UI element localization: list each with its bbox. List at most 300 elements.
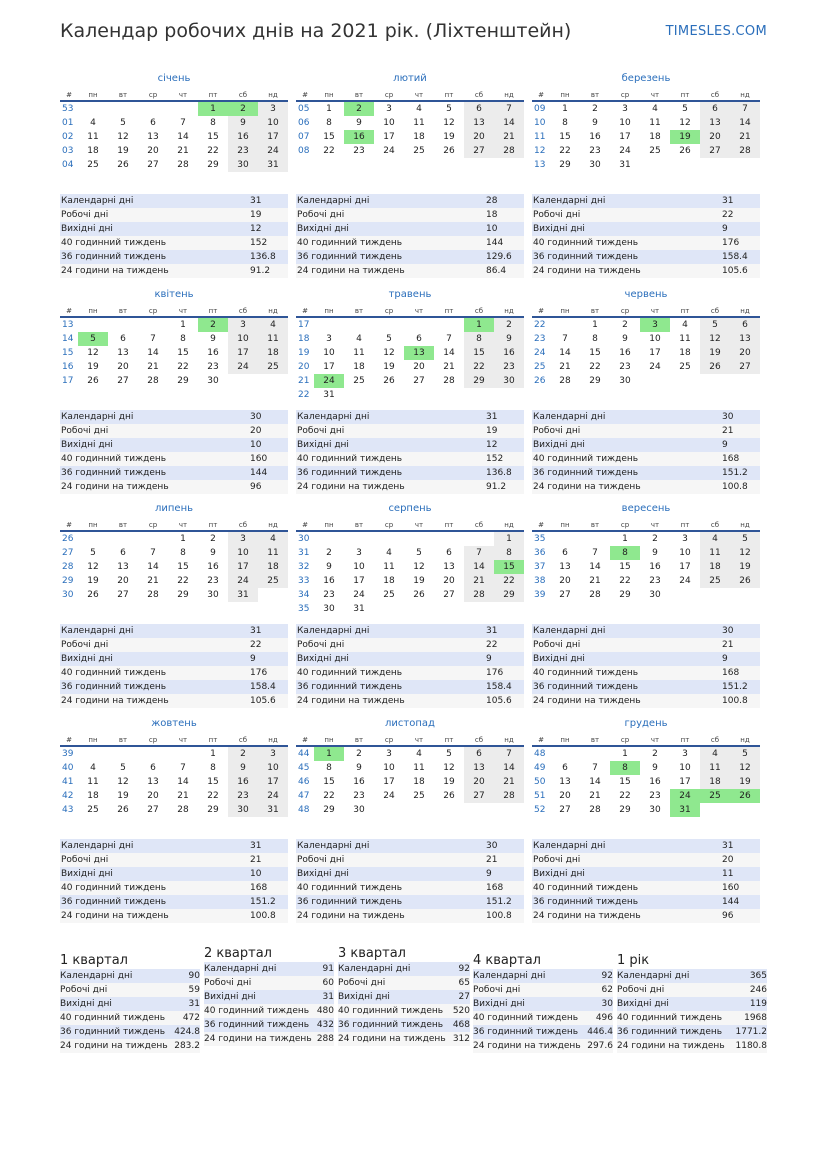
day-cell[interactable]: 30 xyxy=(323,604,335,614)
day-cell[interactable]: 27 xyxy=(464,789,494,803)
day-cell[interactable]: 11 xyxy=(700,761,730,775)
day-cell[interactable]: 27 xyxy=(413,376,425,386)
day-cell[interactable]: 25 xyxy=(413,791,425,801)
day-cell[interactable]: 27 xyxy=(559,590,571,600)
day-cell[interactable]: 16 xyxy=(649,777,661,787)
day-cell[interactable]: 7 xyxy=(150,334,156,344)
day-cell[interactable]: 3 xyxy=(258,102,288,116)
day-cell[interactable]: 2 xyxy=(228,747,258,761)
day-cell[interactable]: 14 xyxy=(443,348,455,358)
day-cell[interactable]: 27 xyxy=(730,360,760,374)
day-cell[interactable]: 3 xyxy=(640,318,670,332)
day-cell[interactable]: 18 xyxy=(258,560,288,574)
day-cell[interactable]: 6 xyxy=(120,334,126,344)
day-cell[interactable]: 2 xyxy=(326,548,332,558)
day-cell[interactable]: 29 xyxy=(177,590,189,600)
day-cell[interactable]: 25 xyxy=(258,360,288,374)
day-cell[interactable]: 2 xyxy=(494,318,524,332)
day-cell[interactable]: 23 xyxy=(207,576,219,586)
day-cell[interactable]: 18 xyxy=(258,346,288,360)
day-cell[interactable]: 25 xyxy=(413,146,425,156)
day-cell[interactable]: 24 xyxy=(383,791,395,801)
day-cell[interactable]: 1 xyxy=(198,102,228,116)
day-cell[interactable]: 25 xyxy=(87,160,99,170)
day-cell[interactable]: 17 xyxy=(383,132,395,142)
day-cell[interactable]: 29 xyxy=(323,805,335,815)
day-cell[interactable]: 17 xyxy=(649,348,661,358)
day-cell[interactable]: 13 xyxy=(464,761,494,775)
day-cell[interactable]: 10 xyxy=(228,332,258,346)
day-cell[interactable]: 24 xyxy=(258,144,288,158)
day-cell[interactable]: 15 xyxy=(207,132,219,142)
day-cell[interactable]: 20 xyxy=(117,362,129,372)
day-cell[interactable]: 13 xyxy=(147,132,159,142)
day-cell[interactable]: 16 xyxy=(649,562,661,572)
day-cell[interactable]: 4 xyxy=(700,532,730,546)
day-cell[interactable]: 14 xyxy=(464,560,494,574)
day-cell[interactable]: 16 xyxy=(207,348,219,358)
day-cell[interactable]: 20 xyxy=(559,791,571,801)
day-cell[interactable]: 24 xyxy=(670,789,700,803)
day-cell[interactable]: 4 xyxy=(356,334,362,344)
day-cell[interactable]: 11 xyxy=(258,546,288,560)
day-cell[interactable]: 14 xyxy=(177,777,189,787)
day-cell[interactable]: 9 xyxy=(592,118,598,128)
day-cell[interactable]: 9 xyxy=(494,332,524,346)
day-cell[interactable]: 29 xyxy=(559,160,571,170)
day-cell[interactable]: 6 xyxy=(562,548,568,558)
day-cell[interactable]: 7 xyxy=(730,102,760,116)
day-cell[interactable]: 12 xyxy=(117,132,129,142)
day-cell[interactable]: 22 xyxy=(494,574,524,588)
day-cell[interactable]: 23 xyxy=(649,576,661,586)
day-cell[interactable]: 8 xyxy=(180,548,186,558)
day-cell[interactable]: 21 xyxy=(177,146,189,156)
day-cell[interactable]: 1 xyxy=(326,104,332,114)
day-cell[interactable]: 2 xyxy=(210,534,216,544)
day-cell[interactable]: 17 xyxy=(383,777,395,787)
day-cell[interactable]: 9 xyxy=(210,548,216,558)
day-cell[interactable]: 3 xyxy=(386,749,392,759)
day-cell[interactable]: 25 xyxy=(700,789,730,803)
day-cell[interactable]: 28 xyxy=(443,376,455,386)
day-cell[interactable]: 10 xyxy=(323,348,335,358)
day-cell[interactable]: 8 xyxy=(610,546,640,560)
day-cell[interactable]: 12 xyxy=(87,348,99,358)
day-cell[interactable]: 26 xyxy=(730,789,760,803)
day-cell[interactable]: 10 xyxy=(228,546,258,560)
day-cell[interactable]: 20 xyxy=(147,791,159,801)
day-cell[interactable]: 10 xyxy=(679,548,691,558)
day-cell[interactable]: 11 xyxy=(679,334,691,344)
day-cell[interactable]: 10 xyxy=(619,118,631,128)
day-cell[interactable]: 8 xyxy=(326,118,332,128)
day-cell[interactable]: 19 xyxy=(117,146,129,156)
day-cell[interactable]: 22 xyxy=(323,146,335,156)
day-cell[interactable]: 19 xyxy=(413,576,425,586)
day-cell[interactable]: 26 xyxy=(87,590,99,600)
day-cell[interactable]: 28 xyxy=(147,376,159,386)
day-cell[interactable]: 26 xyxy=(117,805,129,815)
day-cell[interactable]: 30 xyxy=(619,376,631,386)
day-cell[interactable]: 4 xyxy=(700,747,730,761)
day-cell[interactable]: 19 xyxy=(670,130,700,144)
day-cell[interactable]: 9 xyxy=(652,548,658,558)
day-cell[interactable]: 24 xyxy=(258,789,288,803)
day-cell[interactable]: 11 xyxy=(383,562,395,572)
day-cell[interactable]: 25 xyxy=(258,574,288,588)
day-cell[interactable]: 10 xyxy=(258,116,288,130)
day-cell[interactable]: 28 xyxy=(730,144,760,158)
day-cell[interactable]: 21 xyxy=(147,576,159,586)
day-cell[interactable]: 14 xyxy=(177,132,189,142)
day-cell[interactable]: 26 xyxy=(117,160,129,170)
day-cell[interactable]: 22 xyxy=(559,146,571,156)
day-cell[interactable]: 14 xyxy=(147,348,159,358)
day-cell[interactable]: 3 xyxy=(228,532,258,546)
day-cell[interactable]: 24 xyxy=(314,374,344,388)
day-cell[interactable]: 28 xyxy=(589,590,601,600)
day-cell[interactable]: 23 xyxy=(619,362,631,372)
day-cell[interactable]: 8 xyxy=(210,118,216,128)
day-cell[interactable]: 14 xyxy=(147,562,159,572)
day-cell[interactable]: 20 xyxy=(413,362,425,372)
day-cell[interactable]: 30 xyxy=(353,805,365,815)
day-cell[interactable]: 26 xyxy=(443,146,455,156)
day-cell[interactable]: 13 xyxy=(700,116,730,130)
day-cell[interactable]: 29 xyxy=(619,590,631,600)
day-cell[interactable]: 30 xyxy=(494,374,524,388)
day-cell[interactable]: 28 xyxy=(494,789,524,803)
day-cell[interactable]: 23 xyxy=(228,144,258,158)
day-cell[interactable]: 17 xyxy=(258,130,288,144)
day-cell[interactable]: 4 xyxy=(90,118,96,128)
day-cell[interactable]: 19 xyxy=(383,362,395,372)
day-cell[interactable]: 24 xyxy=(649,362,661,372)
day-cell[interactable]: 3 xyxy=(326,334,332,344)
day-cell[interactable]: 7 xyxy=(592,763,598,773)
day-cell[interactable]: 21 xyxy=(589,576,601,586)
day-cell[interactable]: 27 xyxy=(443,590,455,600)
day-cell[interactable]: 24 xyxy=(619,146,631,156)
day-cell[interactable]: 23 xyxy=(323,590,335,600)
day-cell[interactable]: 27 xyxy=(700,144,730,158)
day-cell[interactable]: 7 xyxy=(464,546,494,560)
day-cell[interactable]: 6 xyxy=(416,334,422,344)
day-cell[interactable]: 20 xyxy=(464,775,494,789)
day-cell[interactable]: 8 xyxy=(610,761,640,775)
day-cell[interactable]: 30 xyxy=(228,803,258,817)
day-cell[interactable]: 21 xyxy=(730,130,760,144)
day-cell[interactable]: 24 xyxy=(353,590,365,600)
day-cell[interactable]: 2 xyxy=(228,102,258,116)
day-cell[interactable]: 1 xyxy=(314,747,344,761)
day-cell[interactable]: 30 xyxy=(207,590,219,600)
day-cell[interactable]: 23 xyxy=(228,789,258,803)
day-cell[interactable]: 25 xyxy=(87,805,99,815)
day-cell[interactable]: 12 xyxy=(383,348,395,358)
day-cell[interactable]: 30 xyxy=(649,805,661,815)
day-cell[interactable]: 12 xyxy=(730,546,760,560)
day-cell[interactable]: 1 xyxy=(622,534,628,544)
day-cell[interactable]: 8 xyxy=(210,763,216,773)
day-cell[interactable]: 15 xyxy=(559,132,571,142)
day-cell[interactable]: 11 xyxy=(353,348,365,358)
day-cell[interactable]: 17 xyxy=(228,560,258,574)
day-cell[interactable]: 20 xyxy=(464,130,494,144)
day-cell[interactable]: 14 xyxy=(589,562,601,572)
day-cell[interactable]: 17 xyxy=(353,576,365,586)
day-cell[interactable]: 29 xyxy=(464,374,494,388)
day-cell[interactable]: 19 xyxy=(443,777,455,787)
day-cell[interactable]: 6 xyxy=(150,763,156,773)
day-cell[interactable]: 31 xyxy=(258,158,288,172)
day-cell[interactable]: 4 xyxy=(258,532,288,546)
day-cell[interactable]: 3 xyxy=(682,749,688,759)
day-cell[interactable]: 30 xyxy=(228,158,258,172)
day-cell[interactable]: 6 xyxy=(446,548,452,558)
day-cell[interactable]: 6 xyxy=(464,102,494,116)
day-cell[interactable]: 24 xyxy=(228,574,258,588)
day-cell[interactable]: 31 xyxy=(228,588,258,602)
day-cell[interactable]: 15 xyxy=(177,348,189,358)
day-cell[interactable]: 5 xyxy=(386,334,392,344)
day-cell[interactable]: 6 xyxy=(700,102,730,116)
day-cell[interactable]: 22 xyxy=(589,362,601,372)
day-cell[interactable]: 20 xyxy=(443,576,455,586)
day-cell[interactable]: 27 xyxy=(464,144,494,158)
day-cell[interactable]: 16 xyxy=(589,132,601,142)
day-cell[interactable]: 26 xyxy=(730,574,760,588)
day-cell[interactable]: 11 xyxy=(87,132,99,142)
day-cell[interactable]: 4 xyxy=(416,749,422,759)
day-cell[interactable]: 12 xyxy=(117,777,129,787)
day-cell[interactable]: 5 xyxy=(78,332,108,346)
day-cell[interactable]: 31 xyxy=(619,160,631,170)
day-cell[interactable]: 28 xyxy=(177,805,189,815)
day-cell[interactable]: 12 xyxy=(413,562,425,572)
day-cell[interactable]: 15 xyxy=(207,777,219,787)
day-cell[interactable]: 22 xyxy=(619,791,631,801)
day-cell[interactable]: 13 xyxy=(559,562,571,572)
day-cell[interactable]: 13 xyxy=(559,777,571,787)
day-cell[interactable]: 16 xyxy=(323,576,335,586)
day-cell[interactable]: 20 xyxy=(700,130,730,144)
day-cell[interactable]: 13 xyxy=(404,346,434,360)
day-cell[interactable]: 13 xyxy=(117,562,129,572)
day-cell[interactable]: 7 xyxy=(494,102,524,116)
day-cell[interactable]: 16 xyxy=(344,130,374,144)
day-cell[interactable]: 9 xyxy=(622,334,628,344)
day-cell[interactable]: 28 xyxy=(464,588,494,602)
day-cell[interactable]: 16 xyxy=(228,775,258,789)
day-cell[interactable]: 15 xyxy=(619,777,631,787)
day-cell[interactable]: 21 xyxy=(464,574,494,588)
day-cell[interactable]: 14 xyxy=(559,348,571,358)
day-cell[interactable]: 10 xyxy=(649,334,661,344)
day-cell[interactable]: 17 xyxy=(679,777,691,787)
day-cell[interactable]: 1 xyxy=(562,104,568,114)
day-cell[interactable]: 1 xyxy=(592,320,598,330)
day-cell[interactable]: 6 xyxy=(730,318,760,332)
day-cell[interactable]: 22 xyxy=(177,362,189,372)
day-cell[interactable]: 13 xyxy=(117,348,129,358)
day-cell[interactable]: 21 xyxy=(177,791,189,801)
day-cell[interactable]: 24 xyxy=(228,360,258,374)
day-cell[interactable]: 16 xyxy=(494,346,524,360)
day-cell[interactable]: 14 xyxy=(730,116,760,130)
day-cell[interactable]: 26 xyxy=(383,376,395,386)
day-cell[interactable]: 16 xyxy=(353,777,365,787)
day-cell[interactable]: 14 xyxy=(494,761,524,775)
day-cell[interactable]: 19 xyxy=(117,791,129,801)
day-cell[interactable]: 15 xyxy=(464,346,494,360)
day-cell[interactable]: 8 xyxy=(592,334,598,344)
day-cell[interactable]: 25 xyxy=(383,590,395,600)
day-cell[interactable]: 14 xyxy=(494,116,524,130)
day-cell[interactable]: 7 xyxy=(150,548,156,558)
day-cell[interactable]: 12 xyxy=(443,118,455,128)
day-cell[interactable]: 6 xyxy=(464,747,494,761)
day-cell[interactable]: 17 xyxy=(619,132,631,142)
day-cell[interactable]: 15 xyxy=(323,777,335,787)
day-cell[interactable]: 9 xyxy=(228,761,258,775)
day-cell[interactable]: 18 xyxy=(383,576,395,586)
day-cell[interactable]: 10 xyxy=(679,763,691,773)
day-cell[interactable]: 25 xyxy=(700,574,730,588)
day-cell[interactable]: 18 xyxy=(87,146,99,156)
day-cell[interactable]: 19 xyxy=(730,560,760,574)
day-cell[interactable]: 3 xyxy=(258,747,288,761)
day-cell[interactable]: 31 xyxy=(670,803,700,817)
day-cell[interactable]: 5 xyxy=(730,747,760,761)
day-cell[interactable]: 7 xyxy=(446,334,452,344)
day-cell[interactable]: 10 xyxy=(353,562,365,572)
day-cell[interactable]: 5 xyxy=(730,532,760,546)
day-cell[interactable]: 16 xyxy=(619,348,631,358)
day-cell[interactable]: 7 xyxy=(592,548,598,558)
day-cell[interactable]: 26 xyxy=(413,590,425,600)
day-cell[interactable]: 25 xyxy=(353,376,365,386)
day-cell[interactable]: 10 xyxy=(383,118,395,128)
day-cell[interactable]: 20 xyxy=(559,576,571,586)
day-cell[interactable]: 15 xyxy=(323,132,335,142)
day-cell[interactable]: 13 xyxy=(443,562,455,572)
day-cell[interactable]: 21 xyxy=(147,362,159,372)
day-cell[interactable]: 22 xyxy=(207,146,219,156)
day-cell[interactable]: 21 xyxy=(559,362,571,372)
day-cell[interactable]: 28 xyxy=(494,144,524,158)
day-cell[interactable]: 4 xyxy=(682,320,688,330)
day-cell[interactable]: 29 xyxy=(177,376,189,386)
day-cell[interactable]: 23 xyxy=(353,791,365,801)
day-cell[interactable]: 28 xyxy=(177,160,189,170)
day-cell[interactable]: 27 xyxy=(147,805,159,815)
day-cell[interactable]: 15 xyxy=(494,560,524,574)
day-cell[interactable]: 4 xyxy=(386,548,392,558)
day-cell[interactable]: 7 xyxy=(562,334,568,344)
day-cell[interactable]: 9 xyxy=(210,334,216,344)
day-cell[interactable]: 1 xyxy=(210,749,216,759)
day-cell[interactable]: 23 xyxy=(353,146,365,156)
day-cell[interactable]: 2 xyxy=(198,318,228,332)
day-cell[interactable]: 7 xyxy=(494,747,524,761)
day-cell[interactable]: 26 xyxy=(443,791,455,801)
day-cell[interactable]: 5 xyxy=(120,763,126,773)
day-cell[interactable]: 24 xyxy=(679,576,691,586)
day-cell[interactable]: 9 xyxy=(356,118,362,128)
day-cell[interactable]: 8 xyxy=(326,763,332,773)
day-cell[interactable]: 11 xyxy=(413,763,425,773)
day-cell[interactable]: 22 xyxy=(323,791,335,801)
day-cell[interactable]: 6 xyxy=(562,763,568,773)
day-cell[interactable]: 13 xyxy=(147,777,159,787)
day-cell[interactable]: 27 xyxy=(559,805,571,815)
day-cell[interactable]: 22 xyxy=(619,576,631,586)
day-cell[interactable]: 8 xyxy=(562,118,568,128)
day-cell[interactable]: 23 xyxy=(589,146,601,156)
day-cell[interactable]: 1 xyxy=(180,320,186,330)
day-cell[interactable]: 27 xyxy=(147,160,159,170)
day-cell[interactable]: 14 xyxy=(589,777,601,787)
day-cell[interactable]: 30 xyxy=(207,376,219,386)
day-cell[interactable]: 23 xyxy=(494,360,524,374)
day-cell[interactable]: 7 xyxy=(180,763,186,773)
day-cell[interactable]: 12 xyxy=(87,562,99,572)
day-cell[interactable]: 6 xyxy=(150,118,156,128)
day-cell[interactable]: 18 xyxy=(649,132,661,142)
day-cell[interactable]: 16 xyxy=(207,562,219,572)
day-cell[interactable]: 11 xyxy=(649,118,661,128)
day-cell[interactable]: 21 xyxy=(589,791,601,801)
day-cell[interactable]: 9 xyxy=(326,562,332,572)
day-cell[interactable]: 18 xyxy=(700,775,730,789)
day-cell[interactable]: 2 xyxy=(592,104,598,114)
day-cell[interactable]: 5 xyxy=(682,104,688,114)
day-cell[interactable]: 27 xyxy=(117,590,129,600)
day-cell[interactable]: 11 xyxy=(413,118,425,128)
day-cell[interactable]: 13 xyxy=(464,116,494,130)
day-cell[interactable]: 27 xyxy=(117,376,129,386)
day-cell[interactable]: 25 xyxy=(649,146,661,156)
day-cell[interactable]: 29 xyxy=(619,805,631,815)
day-cell[interactable]: 31 xyxy=(353,604,365,614)
day-cell[interactable]: 19 xyxy=(443,132,455,142)
day-cell[interactable]: 4 xyxy=(258,318,288,332)
day-cell[interactable]: 17 xyxy=(228,346,258,360)
day-cell[interactable]: 30 xyxy=(589,160,601,170)
day-cell[interactable]: 18 xyxy=(413,777,425,787)
day-cell[interactable]: 26 xyxy=(87,376,99,386)
day-cell[interactable]: 19 xyxy=(87,362,99,372)
day-cell[interactable]: 17 xyxy=(323,362,335,372)
day-cell[interactable]: 5 xyxy=(700,318,730,332)
day-cell[interactable]: 26 xyxy=(700,360,730,374)
day-cell[interactable]: 20 xyxy=(147,146,159,156)
day-cell[interactable]: 29 xyxy=(494,588,524,602)
day-cell[interactable]: 23 xyxy=(207,362,219,372)
day-cell[interactable]: 25 xyxy=(679,362,691,372)
day-cell[interactable]: 8 xyxy=(464,332,494,346)
day-cell[interactable]: 28 xyxy=(589,805,601,815)
day-cell[interactable]: 26 xyxy=(679,146,691,156)
day-cell[interactable]: 2 xyxy=(622,320,628,330)
day-cell[interactable]: 18 xyxy=(679,348,691,358)
day-cell[interactable]: 22 xyxy=(464,360,494,374)
day-cell[interactable]: 11 xyxy=(87,777,99,787)
day-cell[interactable]: 21 xyxy=(443,362,455,372)
day-cell[interactable]: 1 xyxy=(494,532,524,546)
